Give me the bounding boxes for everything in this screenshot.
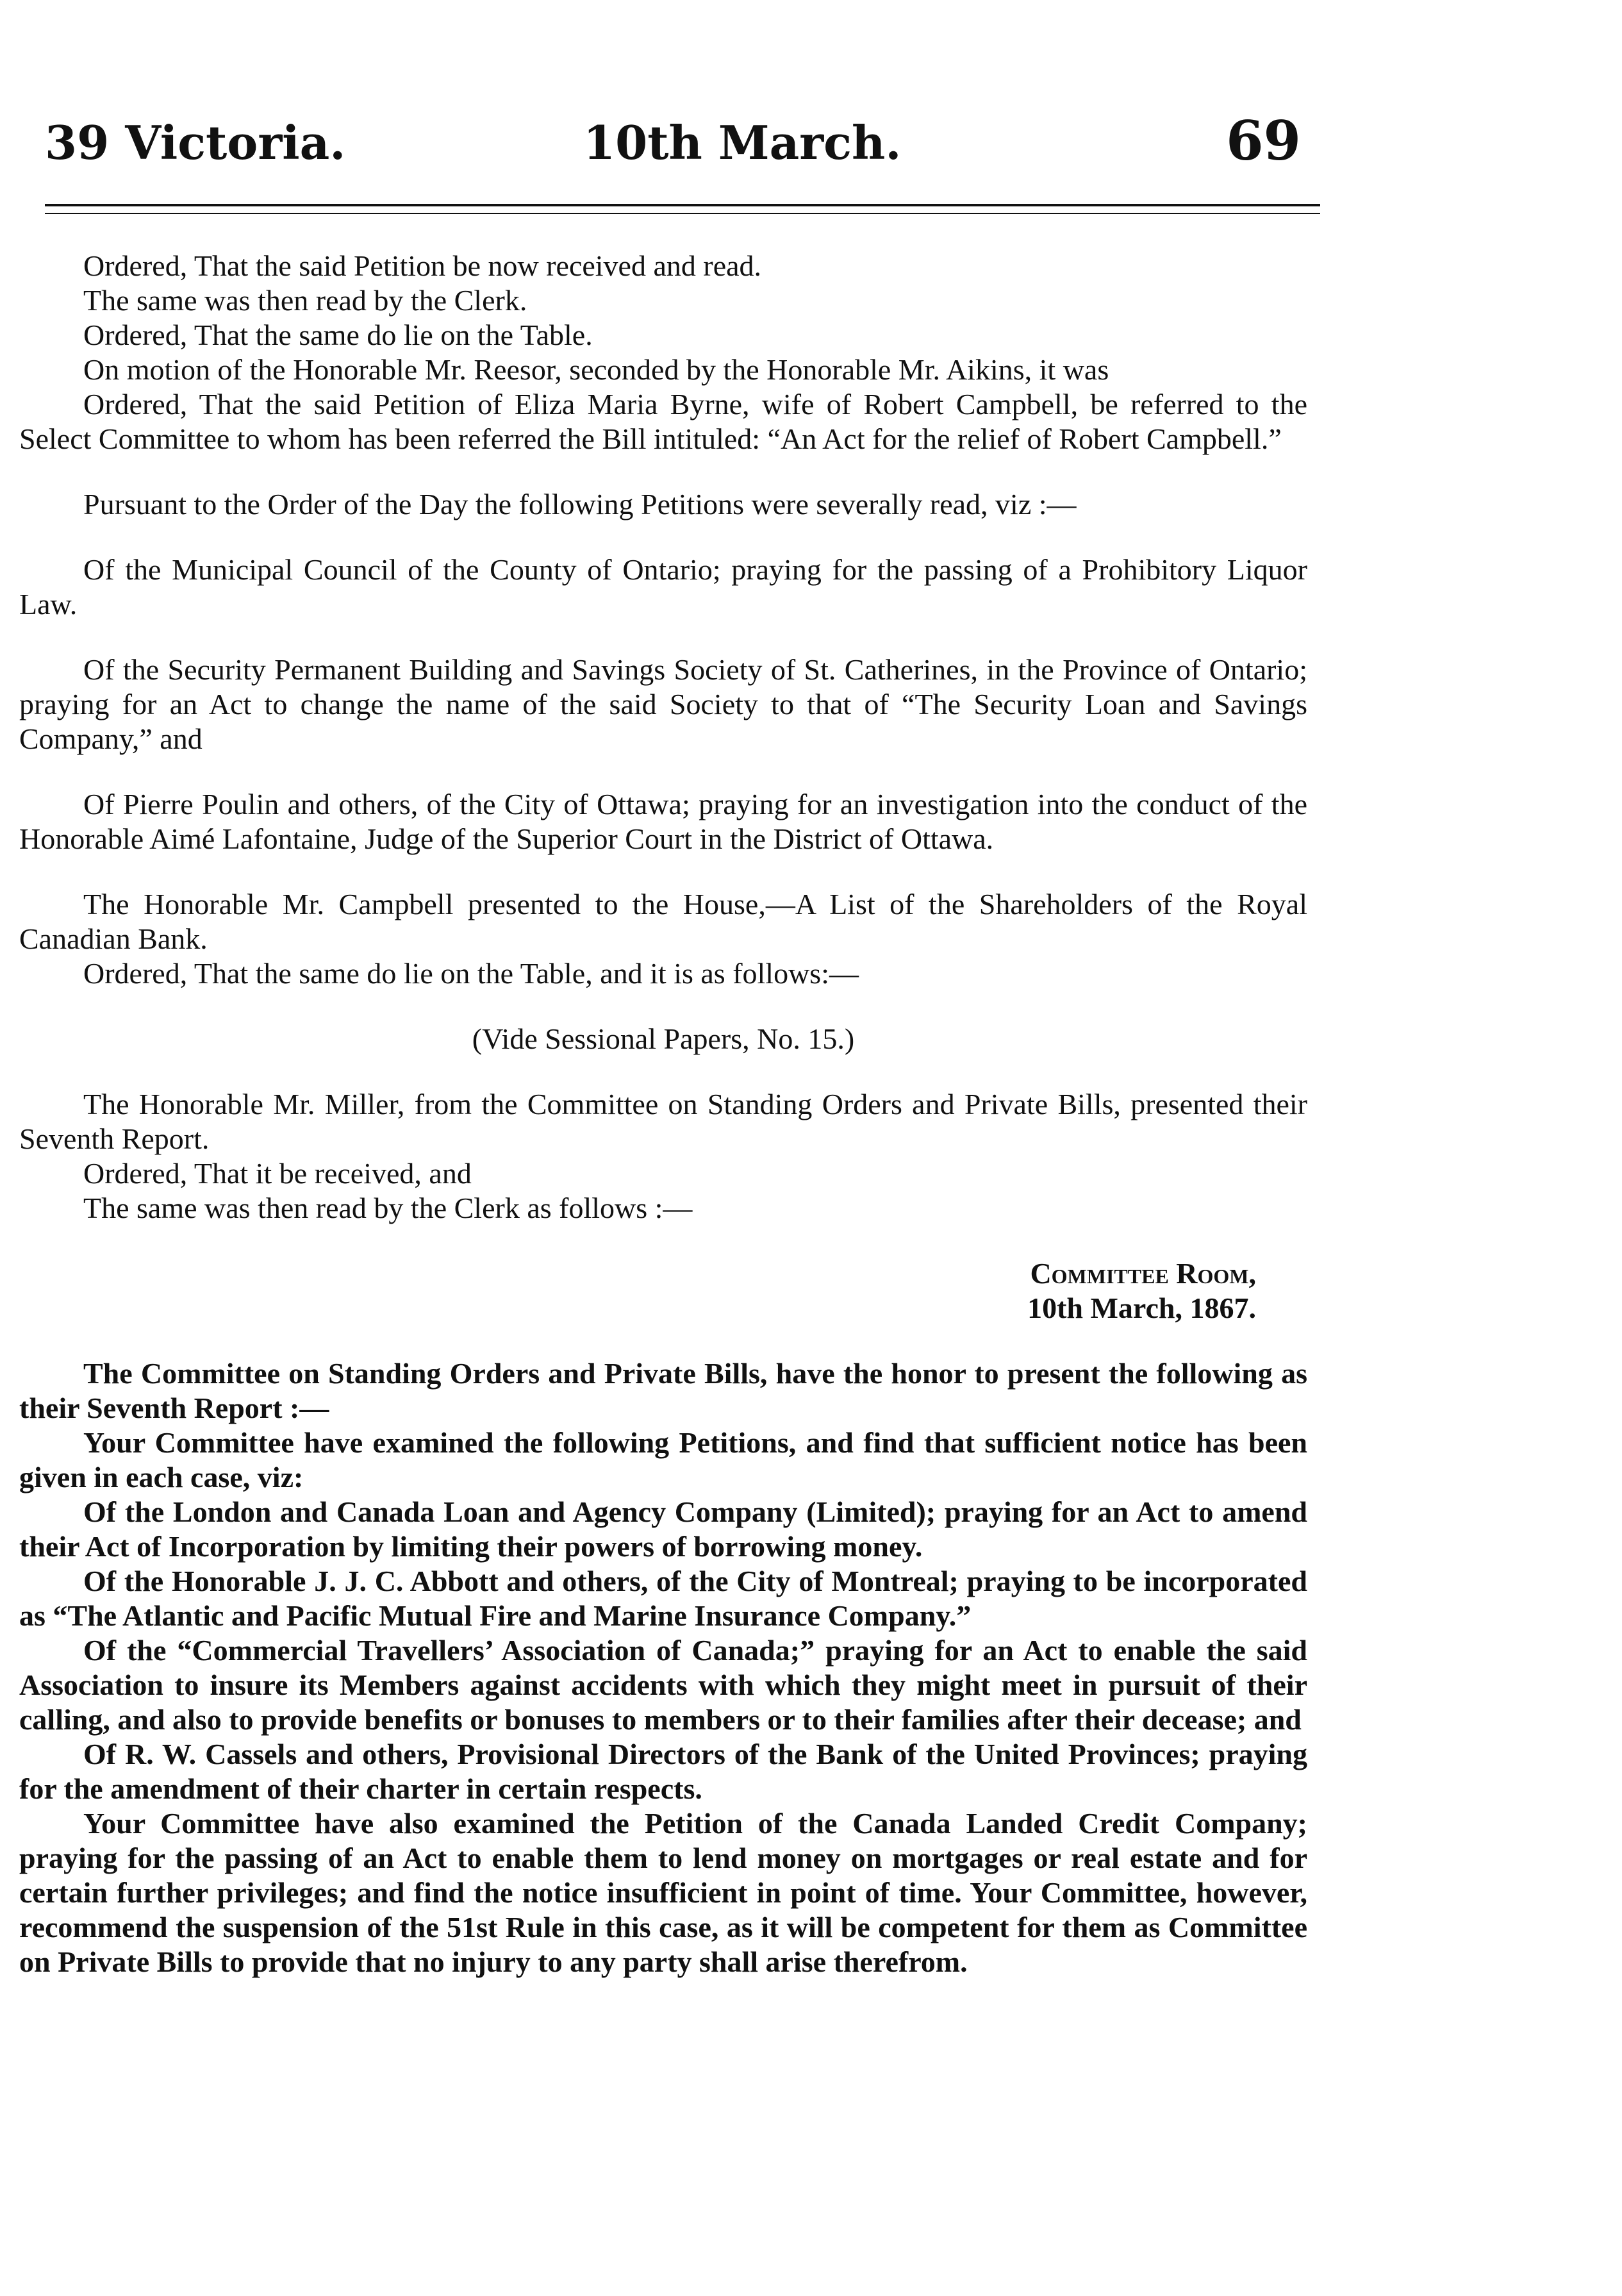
paragraph: Of R. W. Cassels and others, Provisional Directors of the Bank of the United Provinces; praying for the amendment of their charter in certain respects. [19, 1738, 1307, 1805]
paragraph: The Honorable Mr. Miller, from the Committee on Standing Orders and Private Bills, presented their Seventh Report. [19, 1088, 1307, 1155]
paragraph: Of the Security Permanent Building and Savings Society of St. Catherines, in the Province of Ontario; praying for an Act to change the name of the said Society to that of “The Security Loan and Savings Company,” and [19, 653, 1307, 755]
paragraph: Ordered, That the said Petition of Eliza Maria Byrne, wife of Robert Campbell, be referred to the Select Committee to whom has been referred the Bill intituled: “An Act for the relief of Robert Campbell.” [19, 388, 1307, 455]
seventh-report [19, 1356, 1307, 1979]
paragraph: Of the Honorable J. J. C. Abbott and others, of the City of Montreal; praying to be incorporated as “The Atlantic and Pacific Mutual Fire and Marine Insurance Company.” [19, 1565, 1307, 1632]
paragraph: Ordered, That the said Petition be now received and read. [83, 249, 762, 282]
paragraph: The same was then read by the Clerk as follows :— [83, 1192, 693, 1224]
page-number: 69 [1226, 109, 1301, 172]
paragraph: Ordered, That the same do lie on the Table. [83, 319, 593, 351]
paragraph: Your Committee have examined the following Petitions, and find that sufficient notice has been given in each case, viz: [19, 1426, 1307, 1493]
paragraph: On motion of the Honorable Mr. Reesor, seconded by the Honorable Mr. Aikins, it was [83, 353, 1109, 386]
paragraph: Of Pierre Poulin and others, of the City of Ottawa; praying for an investigation into the conduct of the Honorable Aimé Lafontaine, Judge of the Superior Court in the District of Ottawa. [19, 788, 1307, 855]
sessional-papers-reference: (Vide Sessional Papers, No. 15.) [472, 1022, 855, 1055]
spacer [19, 1056, 1307, 1087]
running-header [45, 103, 1301, 179]
spacer [19, 991, 1307, 1022]
committee-room-heading: Committee Room, [1030, 1257, 1256, 1290]
paragraph: Your Committee have also examined the Petition of the Canada Landed Credit Company; praying for the passing of an Act to enable them to lend money on mortgages or real estate and for certain further privileges; and find the notice insufficient in point of time. Your Committee, however, recommend the suspension of the 51st Rule in this case, as it will be competent for them as Committee on Private Bills to provide that no injury to any party shall arise therefrom. [19, 1807, 1307, 1978]
paragraph: Ordered, That it be received, and [83, 1157, 472, 1190]
report-date: 10th March, 1867. [1027, 1292, 1256, 1324]
spacer [19, 856, 1307, 887]
paragraph: The same was then read by the Clerk. [83, 284, 527, 317]
spacer [19, 622, 1307, 653]
spacer [19, 756, 1307, 787]
spacer [19, 522, 1307, 553]
paragraph: Of the Municipal Council of the County of Ontario; praying for the passing of a Prohibitory Liquor Law. [19, 553, 1307, 620]
document-body [19, 249, 1307, 1979]
spacer [19, 456, 1307, 487]
paragraph: The Honorable Mr. Campbell presented to the House,—A List of the Shareholders of the Royal Canadian Bank. [19, 888, 1307, 955]
header-date: 10th March. [583, 115, 902, 170]
paragraph: Ordered, That the same do lie on the Table, and it is as follows:— [83, 957, 859, 990]
paragraph: The Committee on Standing Orders and Private Bills, have the honor to present the following as their Seventh Report :— [19, 1357, 1307, 1424]
paragraph: Pursuant to the Order of the Day the following Petitions were severally read, viz :— [83, 488, 1077, 520]
header-session: 39 Victoria. [45, 115, 346, 170]
spacer [19, 1326, 1307, 1356]
paragraph: Of the London and Canada Loan and Agency Company (Limited); praying for an Act to amend their Act of Incorporation by limiting their powers of borrowing money. [19, 1495, 1307, 1563]
header-rule [45, 204, 1320, 214]
paragraph: Of the “Commercial Travellers’ Association of Canada;” praying for an Act to enable the said Association to insure its Members against accidents with which they might meet in pursuit of their calling, and also to provide benefits or bonuses to members or to their families after their decease; and [19, 1634, 1307, 1736]
spacer [19, 1226, 1307, 1256]
